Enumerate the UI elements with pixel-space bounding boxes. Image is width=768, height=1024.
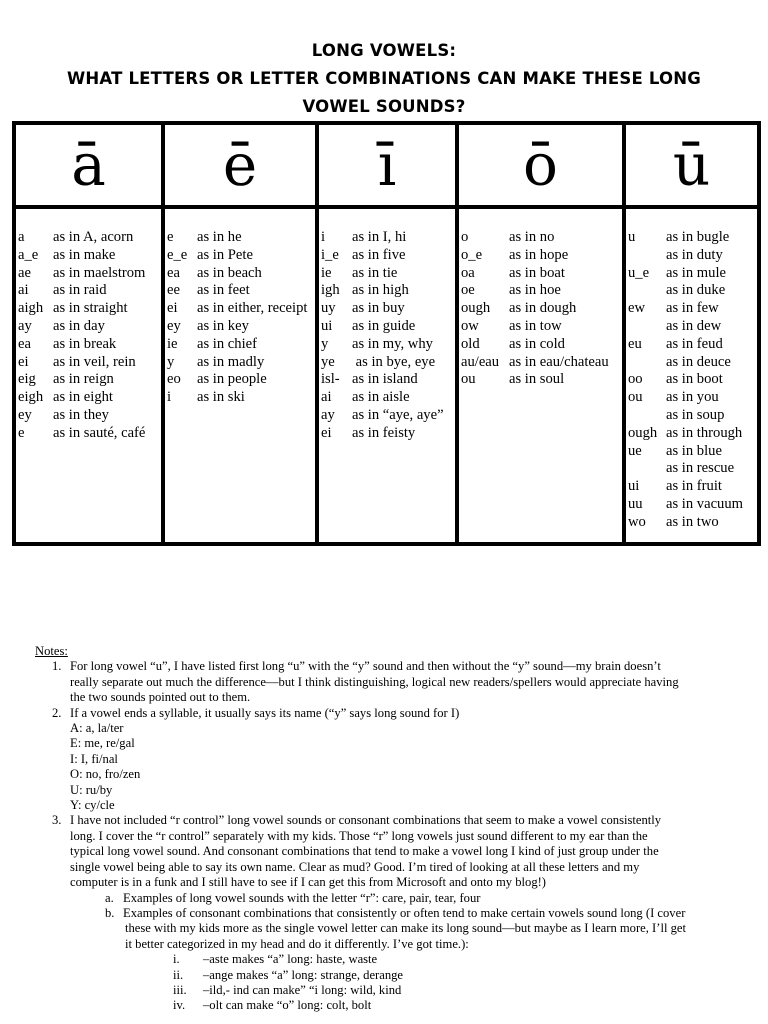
column-a: [14, 207, 163, 544]
spelling-row: [321, 229, 455, 247]
spelling-row: [321, 407, 455, 425]
example: as in feisty: [352, 424, 416, 441]
note-2-line-1: If a vowel ends a syllable, it usually says its name (“y” says long sound for I): [70, 705, 460, 720]
spelling-row: [321, 336, 455, 354]
spelling: uy: [321, 300, 336, 317]
note-1-number: 1.: [52, 659, 62, 674]
note-3b-line-2: these with my kids more as the single vowel letter can make its long sound—but maybe as I learn more, I’ll get: [125, 921, 686, 936]
example: as in hope: [509, 246, 569, 263]
example: as in people: [197, 371, 267, 388]
spelling-row: [18, 389, 161, 407]
note-2: [35, 706, 745, 721]
note-3-line-3: typical long vowel sound. And consonant combinations that tend to make a vowel long I kind of just group under the: [70, 844, 659, 859]
spelling-row: [461, 300, 622, 318]
spelling: y: [167, 353, 175, 370]
note-3-number: 3.: [52, 813, 62, 828]
example: as in make: [53, 246, 116, 263]
spelling: ei: [321, 424, 332, 441]
spelling: oa: [461, 264, 475, 281]
spelling-row: [461, 247, 622, 265]
spelling-row: [461, 354, 622, 372]
roman-text: –ild,- ind can make” “i long: wild, kind: [203, 982, 402, 997]
note-2-example: Y: cy/cle: [70, 798, 115, 813]
spelling: ee: [167, 282, 180, 299]
note-3b-line-3: it better categorized in my head and do it differently. I’ve got time.):: [125, 936, 469, 951]
vowel-header-u: ū: [672, 131, 711, 199]
example: as in beach: [197, 264, 262, 281]
vowel-header-i: ī: [377, 131, 397, 199]
spelling: oe: [461, 282, 475, 299]
example: as in ski: [197, 389, 245, 406]
example: as in feud: [666, 335, 723, 352]
example: as in madly: [197, 353, 265, 370]
spelling: ai: [321, 389, 332, 406]
spelling-row: [321, 282, 455, 300]
spelling: i_e: [321, 246, 339, 263]
spelling-row: [628, 460, 757, 478]
spelling-row: [628, 443, 757, 461]
example: as in cold: [509, 335, 565, 352]
spelling-list-u: [626, 209, 757, 532]
note-3-line-5: computer is in a funk and I still have to see if I can get this from Microsoft and onto my blog!): [70, 875, 547, 890]
note-2-number: 2.: [52, 705, 62, 720]
example: as in tow: [509, 317, 562, 334]
vowel-header-e: ē: [222, 131, 258, 199]
example: as in vacuum: [666, 495, 744, 512]
spelling: ough: [461, 300, 491, 317]
note-3a: [35, 891, 745, 906]
spelling-row: [167, 336, 315, 354]
spelling-row: [461, 318, 622, 336]
example: as in veil, rein: [53, 353, 136, 370]
example: as in raid: [53, 282, 107, 299]
spelling-row: [167, 371, 315, 389]
spelling-row: [18, 425, 161, 443]
column-o: [457, 207, 624, 544]
example: as in day: [53, 317, 105, 334]
spelling: ai: [18, 282, 29, 299]
note-1: [35, 659, 745, 674]
spelling-row: [167, 247, 315, 265]
spelling: i: [167, 389, 172, 406]
example: as in aisle: [352, 389, 410, 406]
spelling: ew: [628, 300, 646, 317]
note-1-line-1: For long vowel “u”, I have listed first long “u” with the “y” sound and then without the “y” sound—my brain doesn’t: [70, 659, 661, 674]
example: as in five: [352, 246, 406, 263]
header-cell-i: [317, 123, 457, 207]
spelling: ae: [18, 264, 31, 281]
example: as in A, acorn: [53, 229, 134, 245]
example: as in duty: [666, 246, 723, 263]
spelling: eo: [167, 371, 181, 388]
header-cell-o: [457, 123, 624, 207]
example: as in dough: [509, 300, 577, 317]
example: as in high: [352, 282, 409, 299]
example: as in no: [509, 229, 555, 245]
spelling-row: [628, 407, 757, 425]
spelling-row: [461, 282, 622, 300]
note-1-line-2: really separate out much the difference—but I think distinguishing, logical new readers/spellers would appreciate having: [70, 674, 679, 689]
spelling-row: [321, 371, 455, 389]
roman-item: [35, 952, 745, 967]
spelling-list-o: [459, 209, 622, 389]
example: as in sauté, café: [53, 424, 146, 441]
note-2-example: O: no, fro/zen: [70, 767, 141, 782]
example: as in break: [53, 335, 117, 352]
example: as in either, receipt: [197, 300, 308, 317]
page-title-line-1: LONG VOWELS:: [311, 41, 457, 60]
spelling: a_e: [18, 246, 39, 263]
example: as in feet: [197, 282, 250, 299]
spelling-row: [628, 354, 757, 372]
vowel-header-a: ā: [71, 131, 106, 199]
spelling: eu: [628, 335, 642, 352]
vowel-header-row: [14, 123, 759, 207]
spelling: ue: [628, 442, 642, 459]
spelling-row: [461, 371, 622, 389]
spelling: ei: [18, 353, 29, 370]
spelling-row: [167, 389, 315, 407]
example: as in few: [666, 300, 719, 317]
spelling: u: [628, 229, 636, 245]
note-3: [35, 813, 745, 828]
spelling: eigh: [18, 389, 44, 406]
note-1-line-3: the two sounds pointed out to them.: [70, 690, 251, 705]
spelling-row: [628, 425, 757, 443]
spelling-row: [321, 247, 455, 265]
spelling: ie: [321, 264, 332, 281]
header-cell-e: [163, 123, 317, 207]
spelling-row: [461, 265, 622, 283]
example: as in guide: [352, 317, 416, 334]
spelling: isl-: [321, 371, 340, 388]
spelling: ey: [167, 317, 181, 334]
example: as in rescue: [666, 460, 735, 477]
spelling: au/eau: [461, 353, 500, 370]
spelling-row: [628, 514, 757, 532]
example: as in dew: [666, 317, 722, 334]
example: as in tie: [352, 264, 398, 281]
spelling: ou: [628, 389, 643, 406]
example: as in soup: [666, 406, 725, 423]
spelling-row: [321, 300, 455, 318]
spelling: uu: [628, 495, 643, 512]
column-u: [624, 207, 759, 544]
vowel-body-row: [14, 207, 759, 544]
spelling-list-i: [319, 209, 455, 443]
spelling: e: [18, 424, 25, 441]
roman-numeral: ii.: [173, 967, 184, 982]
example: as in two: [666, 513, 719, 530]
column-i: [317, 207, 457, 544]
note-3-line-4: single vowel being able to say its own name. Clear as mud? Good. I’m tired of looking at all these letters and my: [70, 859, 640, 874]
spelling-row: [18, 300, 161, 318]
spelling-row: [628, 247, 757, 265]
spelling-list-e: [165, 209, 315, 407]
notes-heading: Notes:: [35, 644, 68, 658]
roman-item: [35, 998, 745, 1013]
spelling: ui: [628, 478, 640, 495]
example: as in hoe: [509, 282, 561, 299]
note-2-example: A: a, la/ter: [70, 721, 124, 736]
note-3b-letter: b.: [105, 905, 115, 920]
spelling: ie: [167, 335, 178, 352]
example: as in mule: [666, 264, 726, 281]
example: as in bye, eye: [352, 353, 436, 370]
example: as in through: [666, 424, 743, 441]
vowel-header-o: ō: [523, 131, 558, 199]
note-3-line-2: long. I cover the “r control” separately with my kids. Those “r” long vowels just sound different to my ear than the: [70, 828, 648, 843]
spelling: e_e: [167, 246, 188, 263]
spelling-row: [628, 282, 757, 300]
spelling: e: [167, 229, 174, 245]
spelling: oo: [628, 371, 643, 388]
spelling-row: [628, 318, 757, 336]
spelling: igh: [321, 282, 340, 299]
example: as in my, why: [352, 335, 433, 352]
example: as in you: [666, 389, 719, 406]
notes-section: [35, 644, 745, 1014]
spelling-row: [628, 229, 757, 247]
spelling-row: [628, 389, 757, 407]
roman-numeral: iv.: [173, 998, 186, 1013]
spelling-row: [628, 371, 757, 389]
spelling-row: [18, 354, 161, 372]
spelling-row: [167, 229, 315, 247]
example: as in I, hi: [352, 229, 407, 245]
example: as in buy: [352, 300, 405, 317]
roman-text: –ange makes “a” long: strange, derange: [203, 967, 404, 982]
note-3b: [35, 906, 745, 921]
spelling-row: [18, 318, 161, 336]
example: as in they: [53, 406, 109, 423]
example: as in soul: [509, 371, 565, 388]
spelling-row: [18, 371, 161, 389]
spelling: ui: [321, 317, 333, 334]
note-2-example: E: me, re/gal: [70, 736, 135, 751]
spelling-row: [18, 336, 161, 354]
spelling: aigh: [18, 300, 44, 317]
long-vowel-table: [12, 121, 761, 546]
example: as in eight: [53, 389, 113, 406]
spelling: wo: [628, 513, 646, 530]
spelling-row: [321, 425, 455, 443]
example: as in duke: [666, 282, 726, 299]
header-cell-u: [624, 123, 759, 207]
note-3a-letter: a.: [105, 890, 114, 905]
page-title-line-2: WHAT LETTERS OR LETTER COMBINATIONS CAN MAKE THESE LONG: [66, 69, 702, 88]
roman-numeral: i.: [173, 952, 180, 967]
spelling-row: [321, 265, 455, 283]
spelling-row: [18, 407, 161, 425]
column-e: [163, 207, 317, 544]
spelling-row: [628, 265, 757, 283]
spelling: ay: [321, 406, 335, 423]
spelling-row: [321, 354, 455, 372]
example: as in island: [352, 371, 418, 388]
spelling: ough: [628, 424, 658, 441]
page-title-line-3: VOWEL SOUNDS?: [302, 97, 466, 116]
spelling-row: [18, 265, 161, 283]
spelling-row: [18, 247, 161, 265]
spelling-row: [628, 478, 757, 496]
spelling: ye: [321, 353, 335, 370]
example: as in boot: [666, 371, 723, 388]
spelling: i: [321, 229, 326, 245]
spelling-row: [628, 496, 757, 514]
spelling: ei: [167, 300, 178, 317]
roman-text: –aste makes “a” long: haste, waste: [203, 952, 378, 967]
example: as in straight: [53, 300, 128, 317]
spelling-row: [18, 229, 161, 247]
example: as in bugle: [666, 229, 730, 245]
spelling-row: [167, 300, 315, 318]
spelling-row: [628, 300, 757, 318]
spelling-row: [628, 336, 757, 354]
spelling-row: [321, 389, 455, 407]
note-3-line-1: I have not included “r control” long vowel sounds or consonant combinations that seem to make a vowel consistently: [70, 813, 662, 828]
header-cell-a: [14, 123, 163, 207]
spelling-row: [167, 282, 315, 300]
example: as in eau/chateau: [509, 353, 609, 370]
example: as in deuce: [666, 353, 731, 370]
spelling-row: [18, 282, 161, 300]
spelling-row: [167, 318, 315, 336]
example: as in Pete: [197, 246, 253, 263]
spelling-row: [167, 265, 315, 283]
spelling: u_e: [628, 264, 650, 281]
example: as in blue: [666, 442, 722, 459]
note-2-example: I: I, fi/nal: [70, 751, 118, 766]
spelling-row: [167, 354, 315, 372]
spelling: ou: [461, 371, 476, 388]
spelling: o_e: [461, 246, 483, 263]
example: as in reign: [53, 371, 114, 388]
spelling: y: [321, 335, 329, 352]
roman-numeral: iii.: [173, 982, 187, 997]
note-3b-line-1: Examples of consonant combinations that consistently or often tend to make certain vowels sound long (I cover: [123, 905, 686, 920]
note-2-example: U: ru/by: [70, 782, 113, 797]
spelling: ey: [18, 406, 32, 423]
example: as in fruit: [666, 478, 722, 495]
spelling-row: [461, 229, 622, 247]
example: as in chief: [197, 335, 257, 352]
spelling: o: [461, 229, 469, 245]
spelling: ow: [461, 317, 479, 334]
roman-item: [35, 983, 745, 998]
spelling: ea: [18, 335, 31, 352]
spelling-list-a: [16, 209, 161, 443]
example: as in key: [197, 317, 249, 334]
example: as in boat: [509, 264, 565, 281]
spelling: old: [461, 335, 480, 352]
roman-item: [35, 968, 745, 983]
example: as in he: [197, 229, 242, 245]
spelling-row: [321, 318, 455, 336]
spelling-row: [461, 336, 622, 354]
note-3a-text: Examples of long vowel sounds with the letter “r”: care, pair, tear, four: [123, 890, 481, 905]
spelling: ay: [18, 317, 32, 334]
spelling: a: [18, 229, 25, 245]
example: as in “aye, aye”: [352, 406, 444, 423]
spelling: eig: [18, 371, 36, 388]
spelling: ea: [167, 264, 180, 281]
example: as in maelstrom: [53, 264, 146, 281]
roman-text: –olt can make “o” long: colt, bolt: [203, 998, 372, 1013]
